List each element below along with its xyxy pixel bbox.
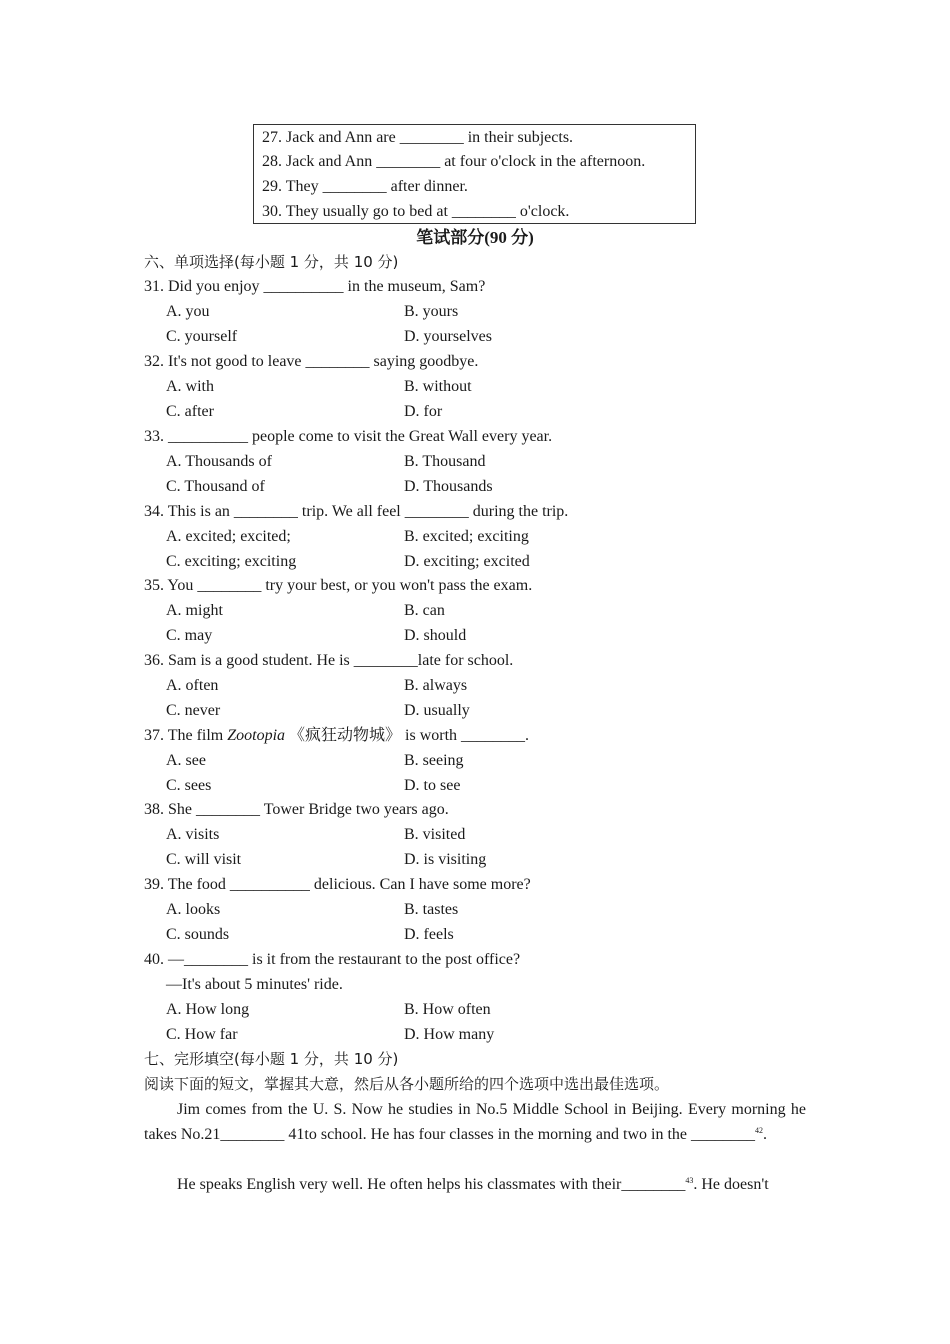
q37-film-title: Zootopia — [227, 727, 286, 744]
cloze-paragraph-2 — [144, 1172, 806, 1197]
q35-option-d: D. should — [404, 627, 467, 644]
q33-option-b: B. Thousand — [404, 453, 486, 470]
q31-option-d: D. yourselves — [404, 328, 492, 345]
q37-option-b: B. seeing — [404, 752, 464, 769]
q31-option-b: B. yours — [404, 303, 459, 320]
section-6-title: 六、单项选择(每小题 1 分，共 10 分) — [144, 253, 399, 271]
blank-43-number: 43 — [685, 1176, 694, 1185]
q32-option-a: A. with — [166, 378, 214, 395]
question-34-stem: 34. This is an ________ trip. We all feel ________ during the trip. — [144, 503, 569, 520]
q31-option-c: C. yourself — [166, 328, 238, 345]
question-35-stem: 35. You ________ try your best, or you won't pass the exam. — [144, 577, 533, 594]
cloze-p1-end: . — [763, 1126, 768, 1143]
q35-option-c: C. may — [166, 627, 213, 644]
q36-option-a: A. often — [166, 677, 219, 694]
cloze-paragraph-1 — [144, 1097, 806, 1147]
q40-option-c: C. How far — [166, 1026, 238, 1043]
question-31-stem: 31. Did you enjoy __________ in the museum, Sam? — [144, 278, 486, 295]
q39-option-d: D. feels — [404, 926, 454, 943]
q32-option-d: D. for — [404, 403, 443, 420]
question-38-stem: 38. She ________ Tower Bridge two years ago. — [144, 801, 449, 818]
q34-option-b: B. excited; exciting — [404, 528, 529, 545]
cloze-p1-text: Jim comes from the U. S. Now he studies in No.5 Middle School in Beijing. Every morning he takes No.21________ 41to school. He has four classes in the morning and two in the ________ — [144, 1101, 806, 1143]
cloze-p2-end: . He doesn't — [693, 1176, 769, 1193]
q34-option-c: C. exciting; exciting — [166, 553, 297, 570]
q37-option-a: A. see — [166, 752, 206, 769]
question-37-stem — [144, 726, 529, 746]
q33-option-a: A. Thousands of — [166, 453, 272, 470]
q40-option-a: A. How long — [166, 1001, 250, 1018]
q40-option-d: D. How many — [404, 1026, 495, 1043]
q36-option-b: B. always — [404, 677, 468, 694]
question-30: 30. They usually go to bed at ________ o'clock. — [262, 203, 570, 220]
q38-option-a: A. visits — [166, 826, 220, 843]
q33-option-d: D. Thousands — [404, 478, 493, 495]
written-part-title: 笔试部分(90 分) — [416, 228, 534, 247]
blank-42-number: 42 — [755, 1126, 764, 1135]
q36-option-c: C. never — [166, 702, 221, 719]
q32-option-c: C. after — [166, 403, 214, 420]
q37-option-d: D. to see — [404, 777, 461, 794]
question-40-reply: —It's about 5 minutes' ride. — [166, 976, 343, 993]
q32-option-b: B. without — [404, 378, 472, 395]
q35-option-b: B. can — [404, 602, 445, 619]
q39-option-c: C. sounds — [166, 926, 230, 943]
question-39-stem: 39. The food __________ delicious. Can I have some more? — [144, 876, 531, 893]
q36-option-d: D. usually — [404, 702, 470, 719]
q40-option-b: B. How often — [404, 1001, 491, 1018]
section-7-instruction: 阅读下面的短文，掌握其大意，然后从各小题所给的四个选项中选出最佳选项。 — [144, 1075, 670, 1093]
q38-option-d: D. is visiting — [404, 851, 487, 868]
question-33-stem: 33. __________ people come to visit the Great Wall every year. — [144, 428, 553, 445]
question-28: 28. Jack and Ann ________ at four o'clock in the afternoon. — [262, 153, 646, 170]
question-29: 29. They ________ after dinner. — [262, 178, 468, 195]
q33-option-c: C. Thousand of — [166, 478, 265, 495]
q38-option-c: C. will visit — [166, 851, 242, 868]
q38-option-b: B. visited — [404, 826, 466, 843]
q35-option-a: A. might — [166, 602, 223, 619]
q37-stem-pre: 37. The film — [144, 727, 228, 744]
question-40-stem: 40. —________ is it from the restaurant to the post office? — [144, 951, 521, 968]
q34-option-d: D. exciting; excited — [404, 553, 530, 570]
section-7-title: 七、完形填空(每小题 1 分，共 10 分) — [144, 1050, 399, 1068]
q37-option-c: C. sees — [166, 777, 212, 794]
question-27: 27. Jack and Ann are ________ in their subjects. — [262, 129, 574, 146]
cloze-p2-text: He speaks English very well. He often helps his classmates with their________ — [177, 1176, 686, 1193]
q34-option-a: A. excited; excited; — [166, 528, 291, 545]
question-36-stem: 36. Sam is a good student. He is ________late for school. — [144, 652, 514, 669]
question-32-stem: 32. It's not good to leave ________ saying goodbye. — [144, 353, 479, 370]
q31-option-a: A. you — [166, 303, 210, 320]
q39-option-b: B. tastes — [404, 901, 459, 918]
q39-option-a: A. looks — [166, 901, 221, 918]
q37-stem-post: 《疯狂动物城》 is worth ________. — [285, 727, 530, 744]
